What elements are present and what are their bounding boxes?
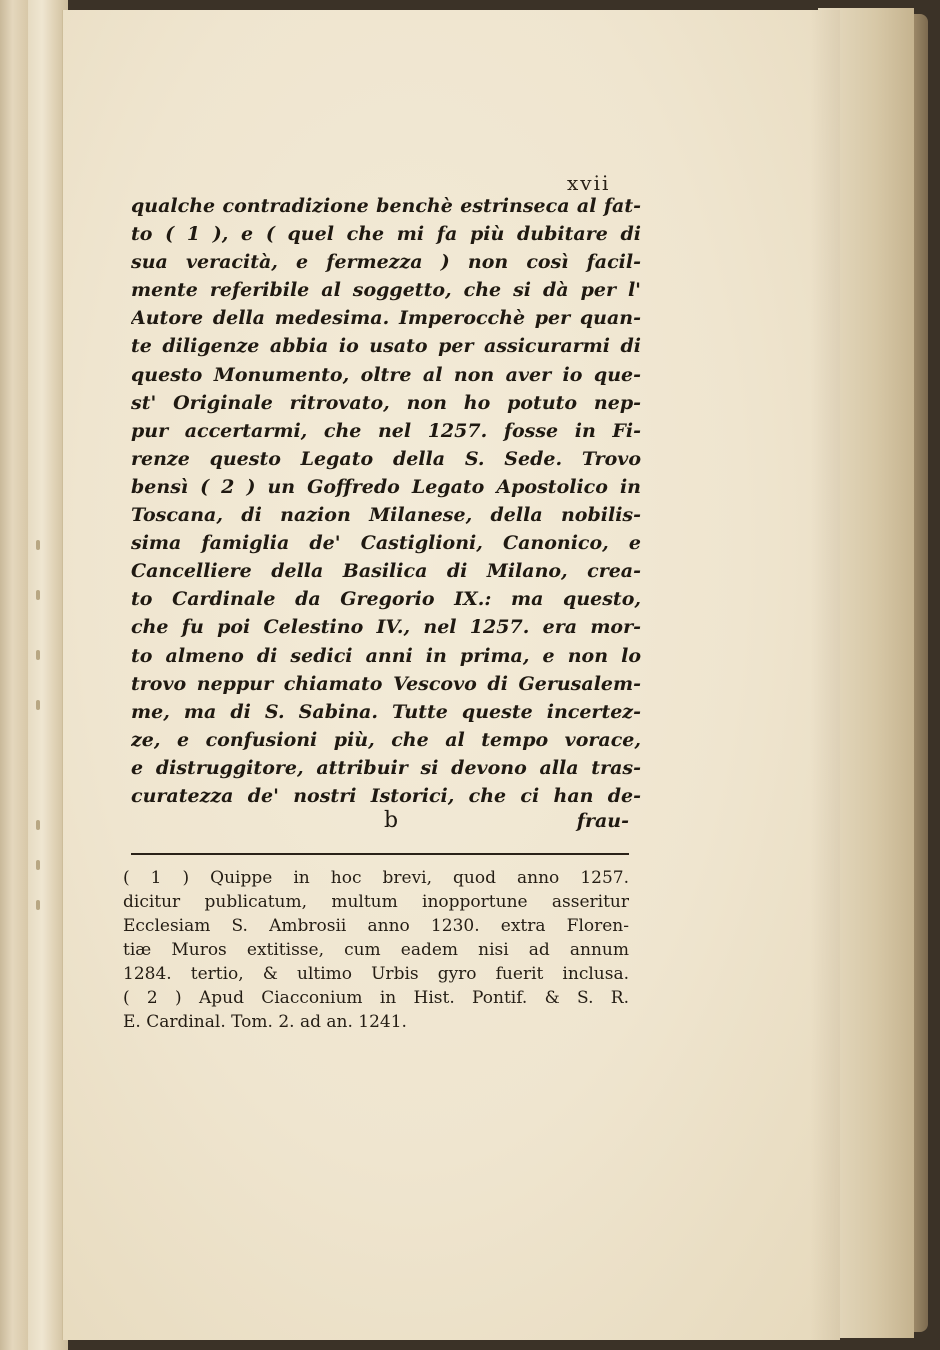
signature-catchword-row [131, 806, 641, 836]
text-line: Autore della medesima. Imperocchè per quan- [131, 307, 641, 330]
footnote-separator-rule [131, 853, 629, 855]
text-line: renze questo Legato della S. Sede. Trovo [131, 447, 641, 470]
text-line: mente referibile al soggetto, che si dà per l' [131, 279, 641, 302]
binding-stitch-holes [36, 0, 42, 1350]
text-line: to Cardinale da Gregorio IX.: ma questo, [131, 588, 641, 611]
footnote-line: dicitur publicatum, multum inopportune asseritur [123, 892, 629, 912]
text-line: ze, e confusioni più, che al tempo vorace, [131, 728, 641, 751]
page-number: xvii [567, 171, 611, 195]
footnote-line: ( 1 ) Quippe in hoc brevi, quod anno 1257. [123, 868, 629, 888]
text-line: to ( 1 ), e ( quel che mi fa più dubitare di [131, 223, 641, 246]
text-line: te diligenze abbia io usato per assicurarmi di [131, 335, 641, 358]
previous-leaf-edge [0, 0, 29, 1350]
footnote-line: ( 2 ) Apud Ciacconium in Hist. Pontif. & S. R. [123, 988, 629, 1008]
text-line: Toscana, di nazion Milanese, della nobilis- [131, 504, 641, 527]
text-line: pur accertarmi, che nel 1257. fosse in Fi- [131, 419, 641, 442]
footnote-line: 1284. tertio, & ultimo Urbis gyro fuerit inclusa. [123, 964, 629, 984]
text-line: sua veracità, e fermezza ) non così facil- [131, 251, 641, 274]
footnote-line: tiæ Muros extitisse, cum eadem nisi ad annum [123, 940, 629, 960]
footnotes-block [123, 866, 629, 1034]
text-line: questo Monumento, oltre al non aver io que- [131, 363, 641, 386]
text-line: Cancelliere della Basilica di Milano, crea- [131, 560, 641, 583]
text-line: che fu poi Celestino IV., nel 1257. era mor- [131, 616, 641, 639]
text-line: bensì ( 2 ) un Goffredo Legato Apostolico in [131, 475, 641, 498]
footnote-line: E. Cardinal. Tom. 2. ad an. 1241. [123, 1012, 407, 1032]
text-line: e distruggitore, attribuir si devono alla tras- [131, 756, 641, 779]
main-text-block [131, 192, 641, 810]
text-line: me, ma di S. Sabina. Tutte queste incertez- [131, 700, 641, 723]
text-line: curatezza de' nostri Istorici, che ci han de- [131, 784, 641, 807]
text-line: sima famiglia de' Castiglioni, Canonico, e [131, 532, 641, 555]
text-line: qualche contradizione benchè estrinseca al fat- [131, 195, 641, 217]
text-line: to almeno di sedici anni in prima, e non lo [131, 644, 641, 667]
catchword: frau- [576, 810, 629, 832]
signature-mark: b [384, 808, 399, 833]
footnote-line: Ecclesiam S. Ambrosii anno 1230. extra Floren- [123, 916, 629, 936]
text-line: st' Originale ritrovato, non ho potuto nep- [131, 391, 641, 414]
text-line: trovo neppur chiamato Vescovo di Gerusalem- [131, 672, 641, 695]
